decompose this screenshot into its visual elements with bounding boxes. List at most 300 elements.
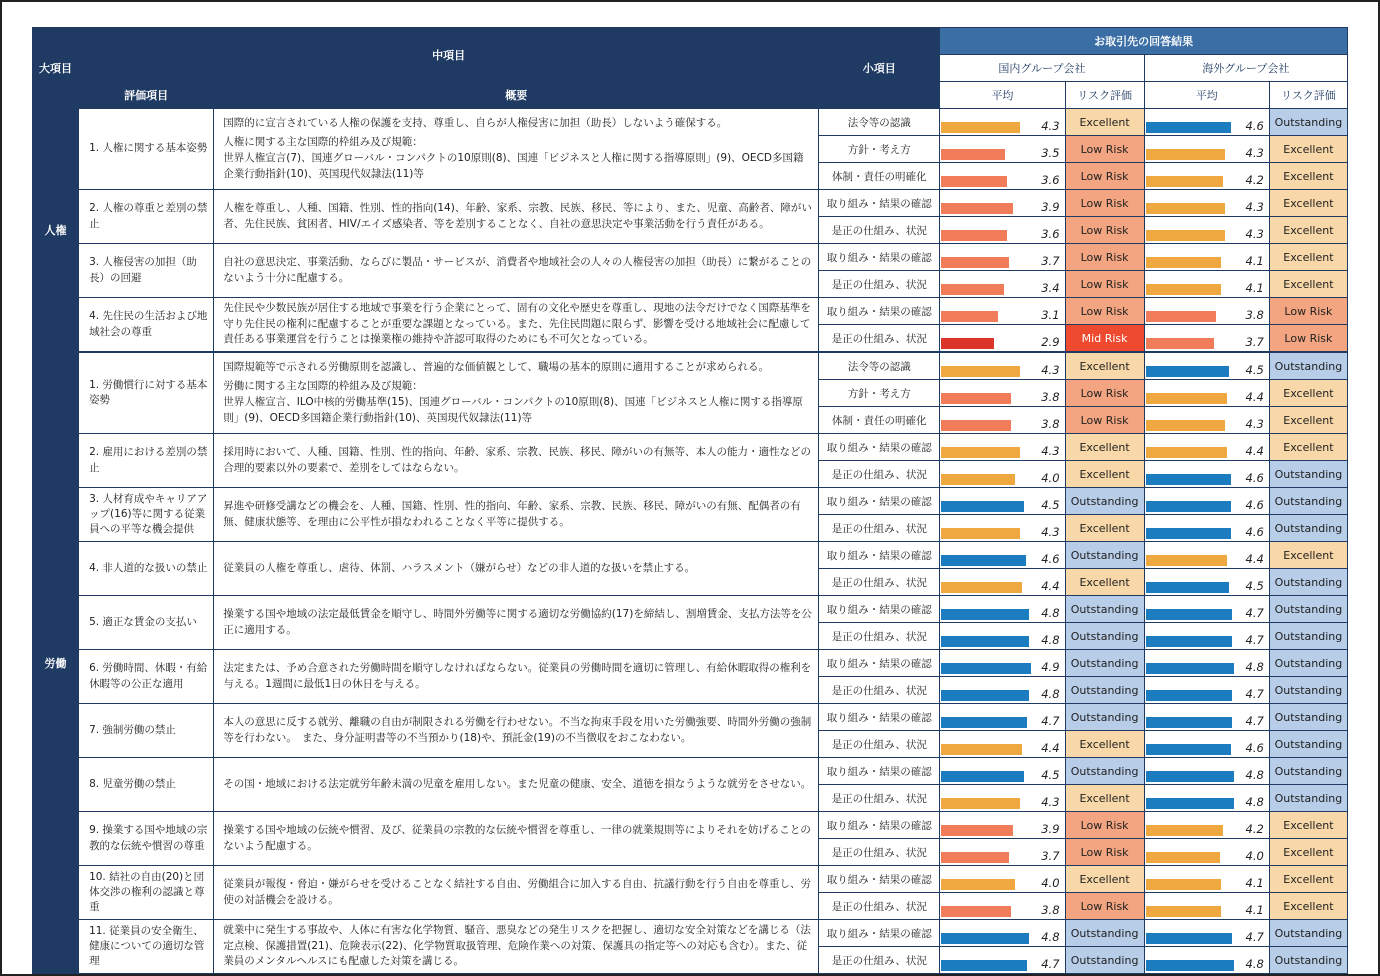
overseas-avg-value: 4.5 [1245,579,1264,593]
item-summary [214,434,819,488]
sub-item: 法令等の認識 [819,352,940,380]
table-row [33,866,1348,893]
overseas-avg-value: 4.6 [1245,741,1264,755]
domestic-avg-cell [940,866,1065,893]
overseas-avg-value: 4.6 [1245,498,1264,512]
sub-item: 取り組み・結果の確認 [819,866,940,893]
header-small: 小項目 [819,28,940,109]
domestic-avg-bar [941,420,1011,431]
overseas-avg-cell [1144,623,1269,650]
domestic-risk-badge: Low Risk [1065,136,1144,163]
overseas-avg-cell [1144,407,1269,434]
overseas-avg-value: 4.7 [1245,714,1264,728]
domestic-avg-value: 4.4 [1041,579,1060,593]
item-summary [214,190,819,244]
item-summary [214,542,819,596]
overseas-avg-cell [1144,866,1269,893]
overseas-avg-cell [1144,325,1269,353]
summary-paragraph: 操業する国や地域の伝統や慣習、及び、従業員の宗教的な伝統や慣習を尊重し、一律の就業規則等によりそれを妨げることのないよう配慮する。 [223,823,811,852]
summary-paragraph: 国際的に宣言されている人権の保護を支持、尊重し、自らが人権侵害に加担（助長）しないよう確保する。 [223,116,728,129]
overseas-avg-bar [1146,474,1231,485]
summary-paragraph: 就業中に発生する事故や、人体に有害な化学物質、騒音、悪臭などの発生リスクを把握し、適切な安全対策などを講じる（法定点検、保護措置(21)、危険表示(22)、化学物質取扱管理、危険作業への対策、保護具の指定等への対応も含む）。また、従業員のメンタルヘルスにも配慮した対策を講じる。 [223,923,811,968]
item-summary [214,920,819,974]
overseas-avg-value: 4.3 [1245,200,1264,214]
overseas-avg-bar [1146,284,1221,295]
domestic-risk-badge: Low Risk [1065,244,1144,271]
overseas-avg-cell [1144,785,1269,812]
item-summary [214,109,819,190]
item-summary [214,812,819,866]
overseas-avg-cell [1144,515,1269,542]
eval-item: 5. 適正な賃金の支払い [79,596,214,650]
header-domestic: 国内グループ会社 [940,55,1144,82]
domestic-avg-bar [941,149,1005,160]
header-overseas: 海外グループ会社 [1144,55,1347,82]
overseas-avg-cell [1144,812,1269,839]
domestic-avg-value: 3.8 [1041,417,1060,431]
domestic-risk-badge: Mid Risk [1065,325,1144,353]
overseas-avg-value: 4.1 [1245,254,1264,268]
sub-item: 取り組み・結果の確認 [819,488,940,515]
overseas-risk-badge: Excellent [1269,434,1347,461]
overseas-avg-cell [1144,704,1269,731]
sub-item: 是正の仕組み、状況 [819,461,940,488]
overseas-avg-cell [1144,731,1269,758]
overseas-avg-bar [1146,176,1223,187]
overseas-risk-badge: Excellent [1269,380,1347,407]
domestic-avg-cell [940,569,1065,596]
header-major: 大項目 [33,28,79,109]
overseas-avg-value: 4.4 [1245,552,1264,566]
domestic-risk-badge: Outstanding [1065,623,1144,650]
overseas-avg-bar [1146,879,1221,890]
table-row [33,758,1348,785]
overseas-avg-bar [1146,393,1227,404]
overseas-avg-cell [1144,839,1269,866]
domestic-avg-cell [940,380,1065,407]
overseas-avg-bar [1146,149,1225,160]
item-summary [214,352,819,434]
eval-item: 1. 労働慣行に対する基本姿勢 [79,352,214,434]
header-results: お取引先の回答結果 [940,28,1348,55]
domestic-avg-bar [941,582,1022,593]
overseas-avg-cell [1144,380,1269,407]
domestic-avg-bar [941,230,1007,241]
overseas-avg-value: 4.8 [1245,660,1264,674]
summary-paragraph: 採用時において、人種、国籍、性別、性的指向、年齢、家系、宗教、民族、移民、障がいの有無等、本人の能力・適性などの合理的要素以外の要素で、差別をしてはならない。 [223,445,812,474]
domestic-risk-badge: Low Risk [1065,217,1144,244]
major-category: 労働 [33,352,79,974]
overseas-risk-badge: Outstanding [1269,677,1347,704]
table-row [33,352,1348,380]
sub-item: 是正の仕組み、状況 [819,271,940,298]
header-middle: 中項目 [79,28,819,82]
domestic-avg-cell [940,271,1065,298]
domestic-avg-bar [941,501,1024,512]
domestic-avg-value: 4.8 [1041,606,1060,620]
domestic-avg-cell [940,650,1065,677]
domestic-avg-bar [941,933,1029,944]
domestic-risk-badge: Low Risk [1065,380,1144,407]
item-summary [214,650,819,704]
overseas-avg-bar [1146,771,1234,782]
sub-item: 体制・責任の明確化 [819,407,940,434]
domestic-avg-value: 4.5 [1041,768,1060,782]
domestic-avg-value: 4.8 [1041,687,1060,701]
eval-item: 2. 雇用における差別の禁止 [79,434,214,488]
domestic-avg-cell [940,244,1065,271]
sub-item: 是正の仕組み、状況 [819,569,940,596]
domestic-avg-cell [940,839,1065,866]
overseas-avg-value: 4.8 [1245,795,1264,809]
overseas-risk-badge: Excellent [1269,244,1347,271]
overseas-avg-bar [1146,122,1231,133]
summary-paragraph: 昇進や研修受講などの機会を、人種、国籍、性別、性的指向、年齢、家系、宗教、民族、移民、障がいの有無、配偶者の有無、健康状態等、を理由に公平性が損なわれることなく平等に提供する。 [223,499,801,528]
domestic-risk-badge: Outstanding [1065,488,1144,515]
overseas-avg-value: 4.8 [1245,957,1264,971]
domestic-avg-value: 3.4 [1041,281,1060,295]
domestic-avg-bar [941,609,1029,620]
domestic-avg-cell [940,407,1065,434]
overseas-avg-bar [1146,933,1232,944]
domestic-avg-value: 4.3 [1041,363,1060,377]
overseas-avg-bar [1146,609,1232,620]
overseas-risk-badge: Excellent [1269,136,1347,163]
domestic-risk-badge: Outstanding [1065,677,1144,704]
overseas-avg-bar [1146,501,1231,512]
domestic-avg-cell [940,488,1065,515]
domestic-avg-cell [940,542,1065,569]
table-row [33,812,1348,839]
item-summary [214,704,819,758]
table-row [33,650,1348,677]
overseas-risk-badge: Outstanding [1269,920,1347,947]
sub-item: 取り組み・結果の確認 [819,920,940,947]
domestic-avg-value: 4.0 [1041,471,1060,485]
domestic-risk-badge: Low Risk [1065,407,1144,434]
domestic-avg-bar [941,338,994,349]
overseas-avg-value: 4.8 [1245,768,1264,782]
domestic-risk-badge: Excellent [1065,434,1144,461]
overseas-avg-cell [1144,569,1269,596]
overseas-risk-badge: Outstanding [1269,109,1347,136]
overseas-avg-value: 4.2 [1245,173,1264,187]
domestic-avg-bar [941,474,1015,485]
overseas-avg-bar [1146,447,1227,458]
domestic-avg-cell [940,893,1065,920]
header-domestic-avg: 平均 [940,82,1065,109]
overseas-avg-cell [1144,163,1269,190]
overseas-risk-badge: Excellent [1269,542,1347,569]
sub-item: 取り組み・結果の確認 [819,596,940,623]
eval-item: 9. 操業する国や地域の宗教的な伝統や慣習の尊重 [79,812,214,866]
domestic-avg-bar [941,879,1015,890]
overseas-risk-badge: Excellent [1269,812,1347,839]
overseas-avg-value: 4.3 [1245,227,1264,241]
domestic-avg-bar [941,825,1013,836]
domestic-avg-bar [941,366,1020,377]
overseas-avg-bar [1146,636,1232,647]
domestic-risk-badge: Excellent [1065,515,1144,542]
overseas-avg-bar [1146,744,1231,755]
overseas-avg-value: 4.7 [1245,930,1264,944]
header-eval-item: 評価項目 [79,82,214,109]
header-domestic-risk: リスク評価 [1065,82,1144,109]
overseas-avg-value: 4.4 [1245,390,1264,404]
overseas-avg-bar [1146,690,1232,701]
domestic-avg-cell [940,190,1065,217]
domestic-avg-cell [940,136,1065,163]
sub-item: 是正の仕組み、状況 [819,839,940,866]
overseas-avg-value: 4.7 [1245,633,1264,647]
domestic-risk-badge: Outstanding [1065,920,1144,947]
eval-item: 1. 人権に関する基本姿勢 [79,109,214,190]
table-row [33,920,1348,947]
domestic-risk-badge: Outstanding [1065,596,1144,623]
table-row [33,109,1348,136]
overseas-risk-badge: Outstanding [1269,352,1347,380]
sub-item: 是正の仕組み、状況 [819,731,940,758]
overseas-avg-cell [1144,434,1269,461]
summary-paragraph: 従業員の人権を尊重し、虐待、体罰、ハラスメント（嫌がらせ）などの非人道的な扱いを禁止する。 [223,561,696,574]
domestic-avg-cell [940,785,1065,812]
results-table [32,27,1348,974]
eval-item: 6. 労働時間、休暇・有給休暇等の公正な適用 [79,650,214,704]
domestic-risk-badge: Outstanding [1065,947,1144,974]
overseas-avg-cell [1144,677,1269,704]
overseas-avg-cell [1144,298,1269,325]
domestic-risk-badge: Excellent [1065,569,1144,596]
overseas-avg-cell [1144,217,1269,244]
domestic-avg-cell [940,109,1065,136]
overseas-avg-value: 4.1 [1245,876,1264,890]
overseas-avg-value: 4.3 [1245,417,1264,431]
sub-item: 是正の仕組み、状況 [819,623,940,650]
header-summary: 概要 [214,82,819,109]
eval-item: 10. 結社の自由(20)と団体交渉の権利の認識と尊重 [79,866,214,920]
overseas-risk-badge: Excellent [1269,163,1347,190]
sub-item: 取り組み・結果の確認 [819,298,940,325]
overseas-risk-badge: Outstanding [1269,488,1347,515]
domestic-avg-cell [940,163,1065,190]
domestic-avg-cell [940,920,1065,947]
domestic-avg-value: 3.6 [1041,227,1060,241]
item-summary [214,758,819,812]
overseas-avg-value: 4.0 [1245,849,1264,863]
domestic-avg-bar [941,798,1020,809]
sub-item: 取り組み・結果の確認 [819,434,940,461]
item-summary [214,866,819,920]
summary-paragraph: 従業員が報復・脅迫・嫌がらせを受けることなく結社する自由、労働組合に加入する自由、抗議行動を行う自由を尊重し、労使の対話機会を設ける。 [223,877,811,906]
overseas-avg-value: 4.7 [1245,606,1264,620]
overseas-avg-bar [1146,663,1234,674]
sub-item: 是正の仕組み、状況 [819,947,940,974]
overseas-risk-badge: Outstanding [1269,731,1347,758]
domestic-avg-cell [940,325,1065,353]
domestic-avg-bar [941,284,1004,295]
overseas-avg-bar [1146,311,1216,322]
domestic-avg-value: 4.9 [1041,660,1060,674]
sub-item: 取り組み・結果の確認 [819,812,940,839]
domestic-avg-cell [940,298,1065,325]
eval-item: 8. 児童労働の禁止 [79,758,214,812]
overseas-avg-value: 4.4 [1245,444,1264,458]
summary-paragraph: 労働に関する主な国際的枠組み及び規範： 世界人権宣言、ILO中核的労働基準(15)、国連グローバル・コンパクトの10原則(8)、国連「ビジネスと人権に関する指導原則」(9)、OECD多国籍企業行動指針(10)、英国現代奴隷法(11)等 [223,380,803,424]
domestic-avg-value: 3.5 [1041,146,1060,160]
overseas-risk-badge: Outstanding [1269,704,1347,731]
overseas-avg-bar [1146,366,1229,377]
overseas-risk-badge: Outstanding [1269,623,1347,650]
domestic-avg-value: 4.5 [1041,498,1060,512]
summary-paragraph: 法定または、予め合意された労働時間を順守しなければならない。従業員の労働時間を適切に管理し、有給休暇取得の権利を与える。1週間に最低1日の休日を与える。 [223,661,812,690]
sub-item: 是正の仕組み、状況 [819,217,940,244]
domestic-avg-value: 3.1 [1041,308,1060,322]
domestic-avg-bar [941,636,1029,647]
header-overseas-avg: 平均 [1144,82,1269,109]
item-summary [214,298,819,353]
summary-paragraph: 国際規範等で示される労働原則を認識し、普遍的な価値観として、職場の基本的原則に適用することが求められる。 [223,360,770,373]
domestic-avg-value: 4.4 [1041,741,1060,755]
domestic-avg-value: 3.8 [1041,390,1060,404]
overseas-avg-bar [1146,825,1223,836]
eval-item: 2. 人権の尊重と差別の禁止 [79,190,214,244]
overseas-avg-value: 4.1 [1245,281,1264,295]
overseas-risk-badge: Excellent [1269,866,1347,893]
overseas-avg-value: 4.6 [1245,471,1264,485]
overseas-risk-badge: Low Risk [1269,325,1347,353]
domestic-risk-badge: Low Risk [1065,893,1144,920]
domestic-avg-bar [941,663,1031,674]
overseas-avg-value: 3.7 [1245,335,1264,349]
domestic-avg-bar [941,690,1029,701]
overseas-avg-bar [1146,852,1220,863]
sub-item: 取り組み・結果の確認 [819,542,940,569]
domestic-avg-bar [941,771,1024,782]
domestic-risk-badge: Excellent [1065,109,1144,136]
domestic-avg-bar [941,906,1011,917]
domestic-avg-value: 3.7 [1041,254,1060,268]
overseas-avg-value: 4.6 [1245,525,1264,539]
table-row [33,190,1348,217]
overseas-avg-bar [1146,420,1225,431]
domestic-risk-badge: Outstanding [1065,758,1144,785]
domestic-avg-value: 4.8 [1041,633,1060,647]
table-row [33,542,1348,569]
overseas-avg-cell [1144,136,1269,163]
domestic-avg-value: 4.0 [1041,876,1060,890]
domestic-avg-bar [941,203,1013,214]
summary-paragraph: その国・地域における法定就労年齢未満の児童を雇用しない。また児童の健康、安全、道徳を損なうような就労をさせない。 [223,777,812,790]
sub-item: 体制・責任の明確化 [819,163,940,190]
summary-paragraph: 自社の意思決定、事業活動、ならびに製品・サービスが、消費者や地域社会の人々の人権侵害の加担（助長）に繋がることのないよう十分に配慮する。 [223,255,812,284]
domestic-avg-bar [941,717,1027,728]
domestic-avg-cell [940,677,1065,704]
overseas-avg-value: 3.8 [1245,308,1264,322]
domestic-avg-cell [940,461,1065,488]
domestic-avg-cell [940,704,1065,731]
sub-item: 法令等の認識 [819,109,940,136]
domestic-avg-cell [940,731,1065,758]
domestic-avg-value: 4.6 [1041,552,1060,566]
domestic-avg-bar [941,393,1011,404]
table-row [33,704,1348,731]
eval-item: 3. 人材育成やキャリアアップ(16)等に関する従業員への平等な機会提供 [79,488,214,542]
sub-item: 取り組み・結果の確認 [819,244,940,271]
domestic-avg-cell [940,515,1065,542]
sub-item: 取り組み・結果の確認 [819,704,940,731]
domestic-avg-value: 4.7 [1041,714,1060,728]
domestic-risk-badge: Excellent [1065,461,1144,488]
overseas-avg-bar [1146,257,1221,268]
domestic-avg-cell [940,812,1065,839]
domestic-risk-badge: Outstanding [1065,704,1144,731]
overseas-avg-bar [1146,555,1227,566]
sub-item: 是正の仕組み、状況 [819,785,940,812]
overseas-avg-bar [1146,528,1231,539]
domestic-avg-value: 3.9 [1041,822,1060,836]
overseas-risk-badge: Excellent [1269,217,1347,244]
domestic-avg-cell [940,623,1065,650]
table-row [33,298,1348,325]
domestic-risk-badge: Low Risk [1065,812,1144,839]
sub-item: 取り組み・結果の確認 [819,650,940,677]
domestic-avg-bar [941,528,1020,539]
overseas-avg-bar [1146,230,1225,241]
overseas-risk-badge: Outstanding [1269,785,1347,812]
domestic-avg-value: 4.8 [1041,930,1060,944]
sub-item: 取り組み・結果の確認 [819,190,940,217]
sub-item: 方針・考え方 [819,380,940,407]
sub-item: 是正の仕組み、状況 [819,893,940,920]
overseas-avg-bar [1146,203,1225,214]
overseas-avg-cell [1144,920,1269,947]
domestic-avg-value: 4.7 [1041,957,1060,971]
domestic-avg-value: 3.9 [1041,200,1060,214]
overseas-avg-cell [1144,109,1269,136]
major-category: 人権 [33,109,79,353]
overseas-risk-badge: Outstanding [1269,947,1347,974]
domestic-risk-badge: Low Risk [1065,163,1144,190]
domestic-avg-bar [941,960,1027,971]
overseas-avg-value: 4.6 [1245,119,1264,133]
overseas-avg-bar [1146,717,1232,728]
overseas-risk-badge: Outstanding [1269,461,1347,488]
eval-item: 4. 先住民の生活および地域社会の尊重 [79,298,214,353]
overseas-avg-cell [1144,947,1269,974]
overseas-avg-bar [1146,338,1214,349]
domestic-avg-bar [941,122,1020,133]
overseas-risk-badge: Outstanding [1269,650,1347,677]
domestic-avg-value: 4.3 [1041,525,1060,539]
domestic-risk-badge: Excellent [1065,866,1144,893]
overseas-avg-bar [1146,906,1221,917]
overseas-avg-cell [1144,352,1269,380]
summary-paragraph: 先住民や少数民族が居住する地域で事業を行う企業にとって、固有の文化や歴史を尊重し、現地の法令だけでなく国際基準を守り先住民の権利に配慮することが重要な課題となっている。また、先住民問題に限らず、影響を受ける地域社会に配慮して責任ある事業運営を行うことは操業権の維持や許認可取得のためにも不可欠となっている。 [223,301,811,346]
domestic-risk-badge: Low Risk [1065,298,1144,325]
sub-item: 是正の仕組み、状況 [819,677,940,704]
table-row [33,596,1348,623]
overseas-avg-cell [1144,596,1269,623]
overseas-avg-cell [1144,488,1269,515]
domestic-avg-bar [941,176,1007,187]
overseas-risk-badge: Excellent [1269,271,1347,298]
domestic-risk-badge: Low Risk [1065,190,1144,217]
domestic-risk-badge: Outstanding [1065,650,1144,677]
sub-item: 是正の仕組み、状況 [819,515,940,542]
summary-paragraph: 操業する国や地域の法定最低賃金を順守し、時間外労働等に関する適切な労働協約(17)を締結し、割増賃金、支払方法等を公正に適用する。 [223,607,812,636]
domestic-avg-bar [941,744,1022,755]
overseas-risk-badge: Excellent [1269,839,1347,866]
